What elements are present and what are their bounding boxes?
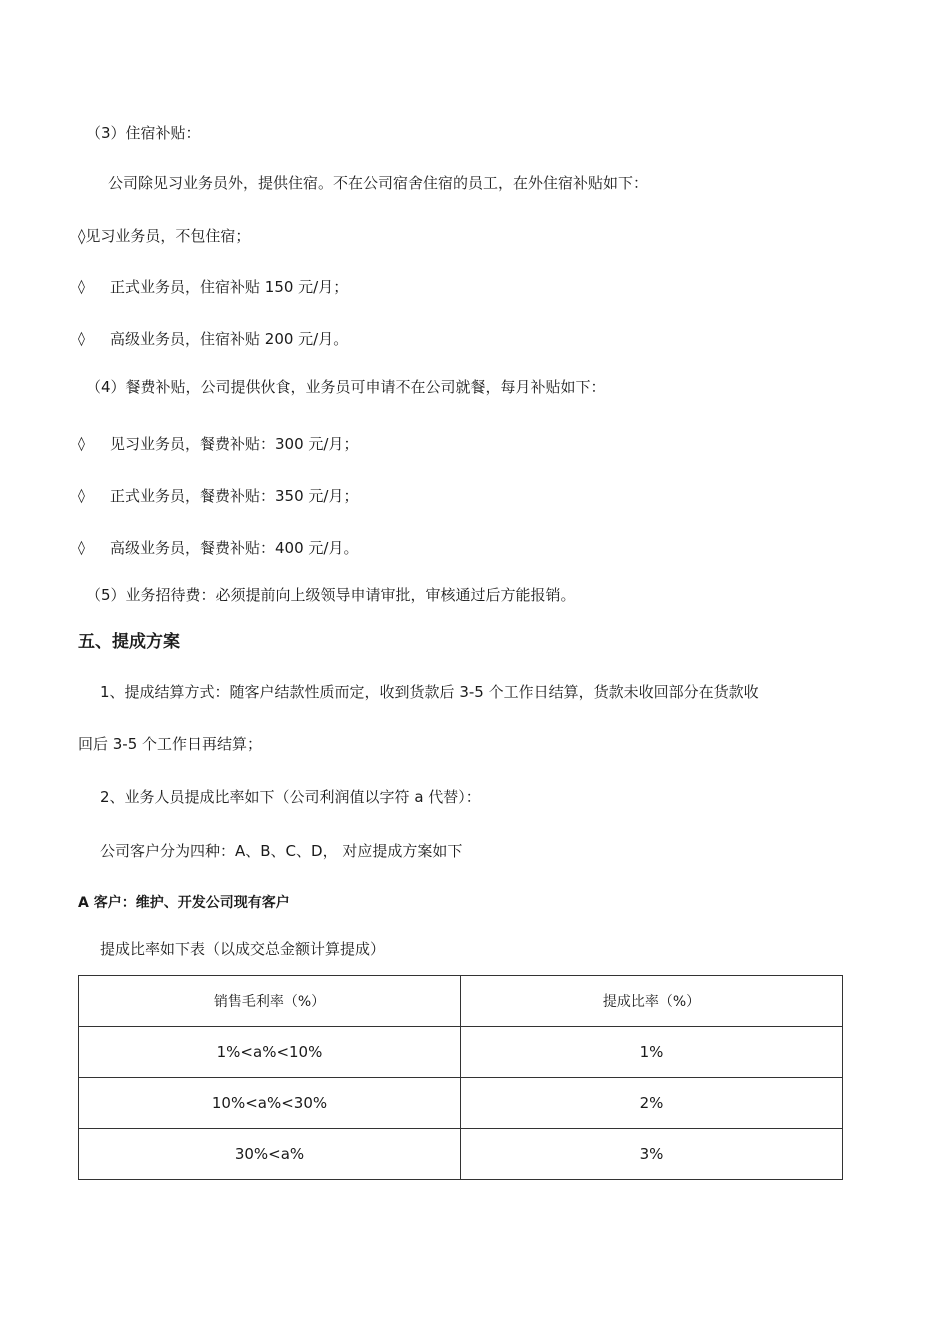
list-item: 正式业务员，住宿补贴 150 元/月； (110, 278, 349, 296)
section-4-title: （4）餐费补贴，公司提供伙食，业务员可申请不在公司就餐，每月补贴如下： (86, 378, 606, 396)
paragraph-rates: 2、业务人员提成比率如下（公司利润值以字符 a 代替）： (100, 788, 481, 806)
paragraph-settlement-line2: 回后 3-5 个工作日再结算； (78, 735, 263, 753)
diamond-bullet-icon: ◊ (78, 488, 85, 504)
section-heading: 五、提成方案 (78, 632, 180, 652)
table-header-row (79, 976, 843, 1027)
table-caption: 提成比率如下表（以成交总金额计算提成） (100, 940, 386, 958)
list-item: ◊见习业务员，不包住宿； (78, 227, 251, 245)
header-margin: 销售毛利率（%） (79, 976, 461, 1027)
a-customer-heading: A 客户：维护、开发公司现有客户 (78, 895, 290, 911)
list-item: 高级业务员，餐费补贴：400 元/月。 (110, 539, 359, 557)
table-cell: 30%<a% (79, 1129, 461, 1180)
list-item: 高级业务员，住宿补贴 200 元/月。 (110, 330, 349, 348)
diamond-bullet-icon: ◊ (78, 279, 85, 295)
table-row (79, 1129, 843, 1180)
table-cell: 10%<a%<30% (79, 1078, 461, 1129)
paragraph-customers: 公司客户分为四种：A、B、C、D， 对应提成方案如下 (100, 842, 463, 860)
header-rate: 提成比率（%） (461, 976, 843, 1027)
diamond-bullet-icon: ◊ (78, 436, 85, 452)
section-5-title: （5）业务招待费：必须提前向上级领导申请审批，审核通过后方能报销。 (86, 586, 576, 604)
list-item: 见习业务员，餐费补贴：300 元/月； (110, 435, 359, 453)
diamond-bullet-icon: ◊ (78, 540, 85, 556)
commission-table (78, 975, 843, 1180)
paragraph-settlement-line1: 1、提成结算方式：随客户结款性质而定，收到货款后 3-5 个工作日结算，货款未收回部分在货款收 (100, 683, 759, 701)
section-3-intro: 公司除见习业务员外，提供住宿。不在公司宿舍住宿的员工，在外住宿补贴如下： (108, 174, 649, 192)
diamond-bullet-icon: ◊ (78, 331, 85, 347)
table-cell: 1% (461, 1027, 843, 1078)
list-item: 正式业务员，餐费补贴：350 元/月； (110, 487, 359, 505)
table-row (79, 1078, 843, 1129)
section-3-title: （3）住宿补贴： (86, 124, 201, 142)
table-cell: 1%<a%<10% (79, 1027, 461, 1078)
table-cell: 2% (461, 1078, 843, 1129)
table-cell: 3% (461, 1129, 843, 1180)
table-row (79, 1027, 843, 1078)
